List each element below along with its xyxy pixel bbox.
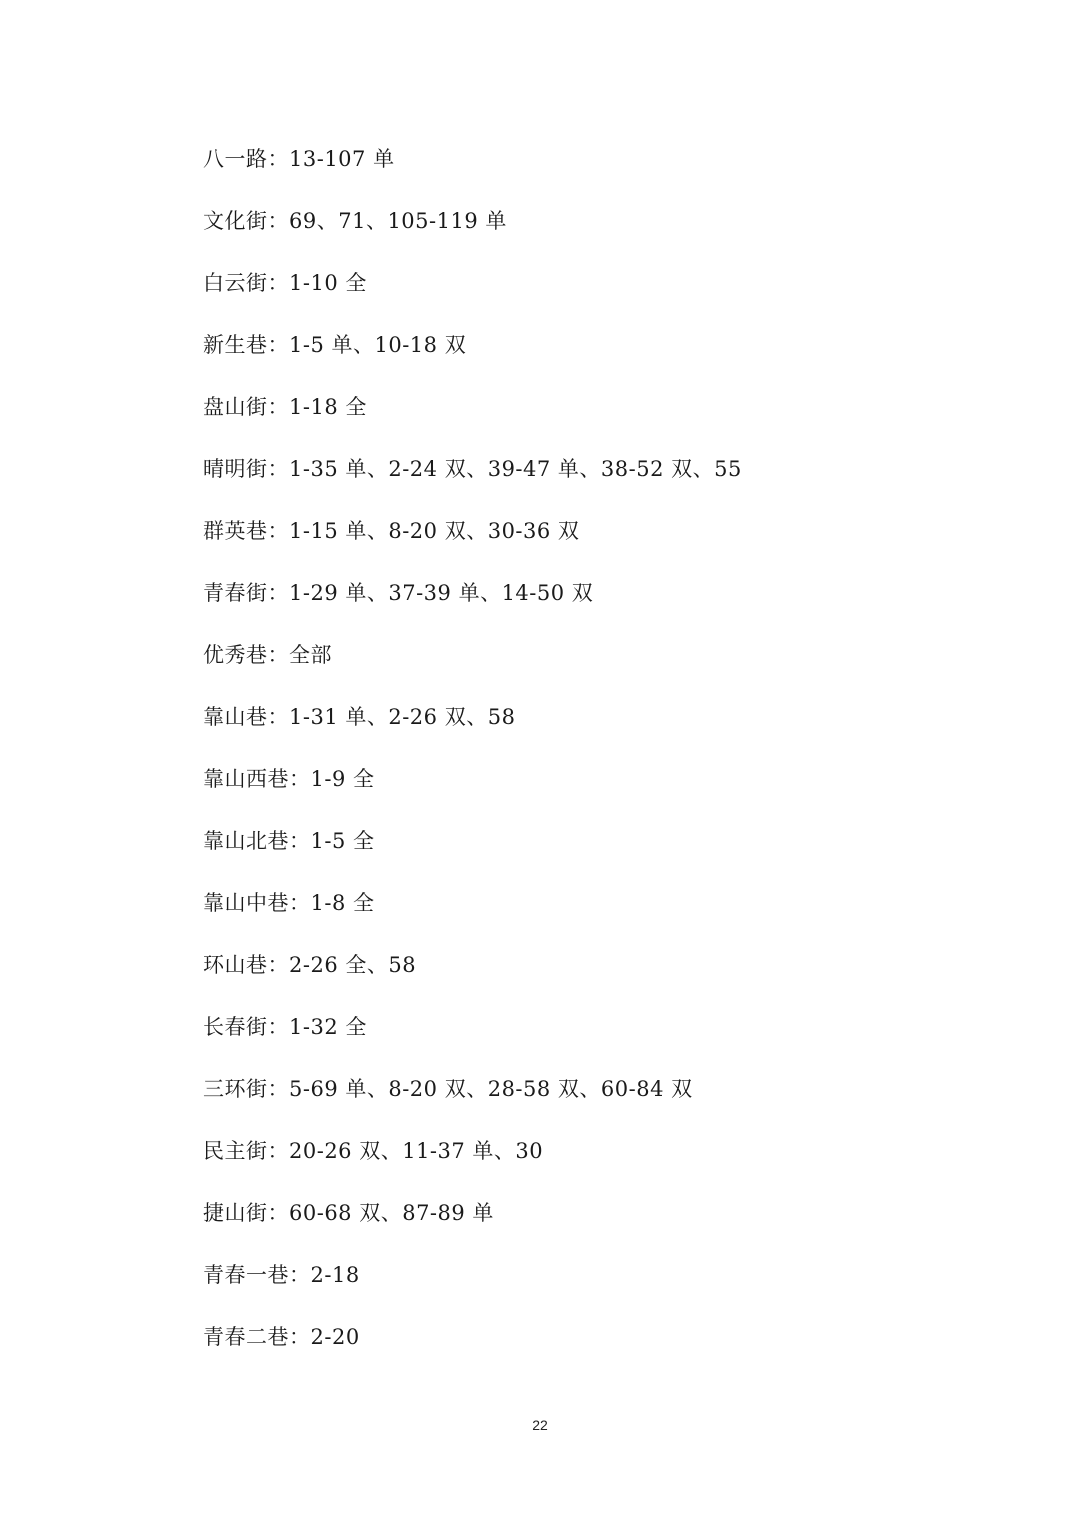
street-line: 青春一巷：2-18 — [203, 1263, 360, 1287]
street-line: 靠山中巷：1-8 全 — [203, 891, 375, 915]
street-line: 文化街：69、71、105-119 单 — [203, 209, 507, 233]
street-line: 三环街：5-69 单、8-20 双、28-58 双、60-84 双 — [203, 1077, 693, 1101]
street-list — [203, 142, 1003, 1382]
street-line: 白云街：1-10 全 — [203, 271, 367, 295]
street-line: 环山巷：2-26 全、58 — [203, 953, 417, 977]
street-line: 长春街：1-32 全 — [203, 1015, 367, 1039]
street-line: 靠山西巷：1-9 全 — [203, 767, 375, 791]
street-line: 晴明街：1-35 单、2-24 双、39-47 单、38-52 双、55 — [203, 457, 742, 481]
street-line: 青春二巷：2-20 — [203, 1325, 360, 1349]
street-line: 靠山北巷：1-5 全 — [203, 829, 375, 853]
street-line: 优秀巷：全部 — [203, 643, 332, 667]
street-line: 群英巷：1-15 单、8-20 双、30-36 双 — [203, 519, 580, 543]
street-line: 盘山街：1-18 全 — [203, 395, 367, 419]
street-line: 捷山街：60-68 双、87-89 单 — [203, 1201, 494, 1225]
street-line: 新生巷：1-5 单、10-18 双 — [203, 333, 467, 357]
street-line: 青春街：1-29 单、37-39 单、14-50 双 — [203, 581, 594, 605]
street-line: 八一路：13-107 单 — [203, 147, 395, 171]
street-line: 民主街：20-26 双、11-37 单、30 — [203, 1139, 544, 1163]
street-line: 靠山巷：1-31 单、2-26 双、58 — [203, 705, 516, 729]
page-number: 22 — [532, 1417, 548, 1433]
